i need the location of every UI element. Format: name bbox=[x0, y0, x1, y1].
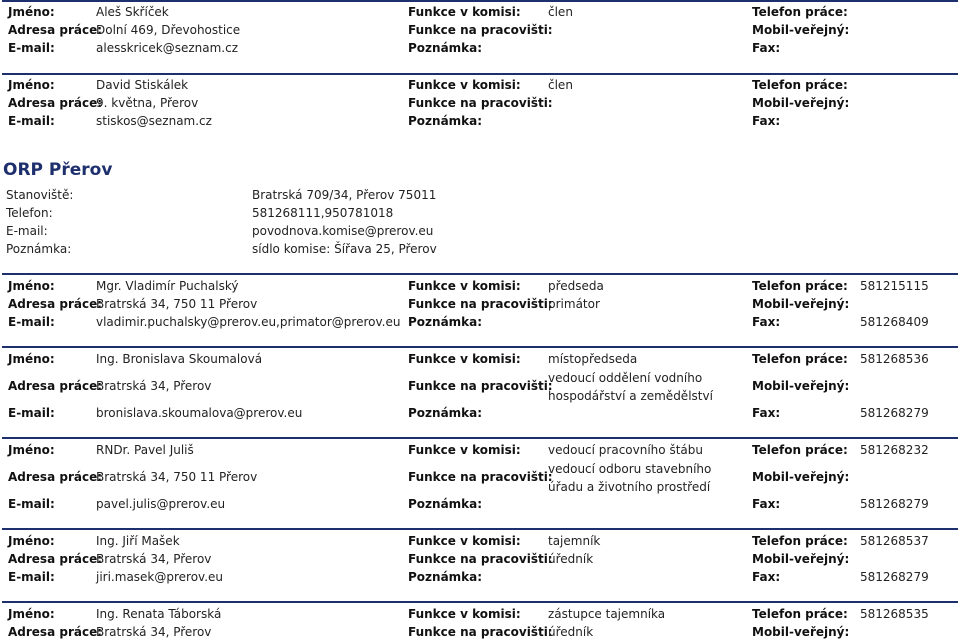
person-name: Aleš Skříček bbox=[96, 5, 169, 19]
work-address: Dolní 469, Dřevohostice bbox=[96, 23, 241, 37]
committee-role: místopředseda bbox=[548, 352, 638, 366]
committee-role: tajemník bbox=[548, 534, 601, 548]
orp-field-value[interactable]: povodnova.komise@prerov.eu bbox=[252, 224, 434, 238]
person-name: Ing. Bronislava Skoumalová bbox=[96, 352, 263, 366]
contact-record bbox=[2, 0, 958, 58]
committee-role-label: Funkce v komisi: bbox=[408, 534, 521, 548]
workplace-role: vedoucí oddělení vodního hospodářství a zemědělství bbox=[548, 371, 713, 403]
name-label: Jméno: bbox=[8, 352, 55, 366]
fax-label: Fax: bbox=[752, 41, 781, 55]
email-label: E-mail: bbox=[8, 315, 55, 329]
mobile-public-label: Mobil-veřejný: bbox=[752, 23, 850, 37]
workplace-role-label: Funkce na pracovišti: bbox=[408, 379, 553, 393]
committee-role-label: Funkce v komisi: bbox=[408, 279, 521, 293]
committee-role-label: Funkce v komisi: bbox=[408, 78, 521, 92]
committee-role: vedoucí pracovního štábu bbox=[548, 443, 703, 457]
work-phone-label: Telefon práce: bbox=[752, 607, 848, 621]
person-name: Mgr. Vladimír Puchalský bbox=[96, 279, 239, 293]
orp-field-value: 581268111,950781018 bbox=[252, 206, 394, 220]
workplace-role: úředník bbox=[548, 625, 594, 639]
work-phone-label: Telefon práce: bbox=[752, 534, 848, 548]
email-label: E-mail: bbox=[8, 114, 55, 128]
mobile-public-label: Mobil-veřejný: bbox=[752, 379, 850, 393]
work-address: Bratrská 34, Přerov bbox=[96, 552, 212, 566]
workplace-role: úředník bbox=[548, 552, 594, 566]
work-address-label: Adresa práce: bbox=[8, 625, 103, 639]
mobile-public-label: Mobil-veřejný: bbox=[752, 96, 850, 110]
work-address: Bratrská 34, Přerov bbox=[96, 625, 212, 639]
fax-value: 581268409 bbox=[860, 315, 929, 329]
mobile-public-label: Mobil-veřejný: bbox=[752, 552, 850, 566]
contact-record bbox=[2, 73, 958, 131]
contact-record bbox=[2, 528, 958, 586]
name-label: Jméno: bbox=[8, 5, 55, 19]
record-row-address bbox=[2, 460, 958, 498]
workplace-role-label: Funkce na pracovišti: bbox=[408, 625, 553, 639]
work-address: Bratrská 34, Přerov bbox=[96, 379, 212, 393]
email-label: E-mail: bbox=[8, 41, 55, 55]
work-address-label: Adresa práce: bbox=[8, 23, 103, 37]
work-phone: 581268535 bbox=[860, 607, 929, 621]
workplace-role-label: Funkce na pracovišti: bbox=[408, 470, 553, 484]
fax-label: Fax: bbox=[752, 570, 781, 584]
mobile-public-label: Mobil-veřejný: bbox=[752, 470, 850, 484]
work-address-label: Adresa práce: bbox=[8, 379, 103, 393]
note-label: Poznámka: bbox=[408, 315, 483, 329]
fax-value: 581268279 bbox=[860, 497, 929, 511]
email-value[interactable]: pavel.julis@prerov.eu bbox=[96, 497, 226, 511]
work-address-label: Adresa práce: bbox=[8, 297, 103, 311]
mobile-public-label: Mobil-veřejný: bbox=[752, 297, 850, 311]
name-label: Jméno: bbox=[8, 78, 55, 92]
fax-value: 581268279 bbox=[860, 570, 929, 584]
email-label: E-mail: bbox=[8, 406, 55, 420]
email-value[interactable]: stiskos@seznam.cz bbox=[96, 114, 212, 128]
orp-field-key: Telefon: bbox=[6, 206, 53, 220]
orp-field-value: sídlo komise: Šířava 25, Přerov bbox=[252, 242, 437, 256]
orp-field-value: Bratrská 709/34, Přerov 75011 bbox=[252, 188, 437, 202]
workplace-role-label: Funkce na pracovišti: bbox=[408, 297, 553, 311]
name-label: Jméno: bbox=[8, 534, 55, 548]
committee-role: člen bbox=[548, 5, 573, 19]
work-phone: 581268537 bbox=[860, 534, 929, 548]
fax-label: Fax: bbox=[752, 406, 781, 420]
committee-role-label: Funkce v komisi: bbox=[408, 607, 521, 621]
orp-field-key: E-mail: bbox=[6, 224, 48, 238]
contact-record bbox=[2, 273, 958, 331]
contact-record bbox=[2, 601, 958, 641]
work-phone-label: Telefon práce: bbox=[752, 443, 848, 457]
mobile-public-label: Mobil-veřejný: bbox=[752, 625, 850, 639]
person-name: Ing. Renata Táborská bbox=[96, 607, 222, 621]
note-label: Poznámka: bbox=[408, 41, 483, 55]
work-phone-label: Telefon práce: bbox=[752, 352, 848, 366]
workplace-role-label: Funkce na pracovišti: bbox=[408, 96, 553, 110]
email-value[interactable]: jiri.masek@prerov.eu bbox=[96, 570, 224, 584]
note-label: Poznámka: bbox=[408, 114, 483, 128]
fax-label: Fax: bbox=[752, 114, 781, 128]
name-label: Jméno: bbox=[8, 443, 55, 457]
committee-role: zástupce tajemníka bbox=[548, 607, 666, 621]
person-name: Ing. Jiří Mašek bbox=[96, 534, 180, 548]
committee-role-label: Funkce v komisi: bbox=[408, 443, 521, 457]
contact-record bbox=[2, 437, 958, 513]
work-address: 9. května, Přerov bbox=[96, 96, 199, 110]
email-value[interactable]: vladimir.puchalsky@prerov.eu,primator@prerov.eu bbox=[96, 315, 401, 329]
committee-role-label: Funkce v komisi: bbox=[408, 352, 521, 366]
workplace-role-label: Funkce na pracovišti: bbox=[408, 552, 553, 566]
committee-role: předseda bbox=[548, 279, 604, 293]
note-label: Poznámka: bbox=[408, 497, 483, 511]
fax-label: Fax: bbox=[752, 497, 781, 511]
workplace-role: vedoucí odboru stavebního úřadu a životního prostředí bbox=[548, 462, 712, 494]
note-label: Poznámka: bbox=[408, 570, 483, 584]
name-label: Jméno: bbox=[8, 279, 55, 293]
section-title: ORP Přerov bbox=[3, 160, 113, 180]
fax-value: 581268279 bbox=[860, 406, 929, 420]
email-label: E-mail: bbox=[8, 497, 55, 511]
work-phone: 581215115 bbox=[860, 279, 929, 293]
work-address-label: Adresa práce: bbox=[8, 552, 103, 566]
work-phone-label: Telefon práce: bbox=[752, 5, 848, 19]
orp-field-key: Poznámka: bbox=[6, 242, 72, 256]
workplace-role-label: Funkce na pracovišti: bbox=[408, 23, 553, 37]
work-address: Bratrská 34, 750 11 Přerov bbox=[96, 297, 258, 311]
work-phone: 581268232 bbox=[860, 443, 929, 457]
work-address: Bratrská 34, 750 11 Přerov bbox=[96, 470, 258, 484]
work-phone: 581268536 bbox=[860, 352, 929, 366]
orp-field-key: Stanoviště: bbox=[6, 188, 74, 202]
committee-role-label: Funkce v komisi: bbox=[408, 5, 521, 19]
person-name: David Stiskálek bbox=[96, 78, 189, 92]
workplace-role: primátor bbox=[548, 297, 600, 311]
person-name: RNDr. Pavel Juliš bbox=[96, 443, 194, 457]
record-row-address bbox=[2, 369, 958, 407]
committee-role: člen bbox=[548, 78, 573, 92]
email-value[interactable]: alesskricek@seznam.cz bbox=[96, 41, 239, 55]
work-address-label: Adresa práce: bbox=[8, 470, 103, 484]
contact-record bbox=[2, 346, 958, 422]
email-label: E-mail: bbox=[8, 570, 55, 584]
work-address-label: Adresa práce: bbox=[8, 96, 103, 110]
work-phone-label: Telefon práce: bbox=[752, 78, 848, 92]
work-phone-label: Telefon práce: bbox=[752, 279, 848, 293]
note-label: Poznámka: bbox=[408, 406, 483, 420]
name-label: Jméno: bbox=[8, 607, 55, 621]
email-value[interactable]: bronislava.skoumalova@prerov.eu bbox=[96, 406, 303, 420]
fax-label: Fax: bbox=[752, 315, 781, 329]
